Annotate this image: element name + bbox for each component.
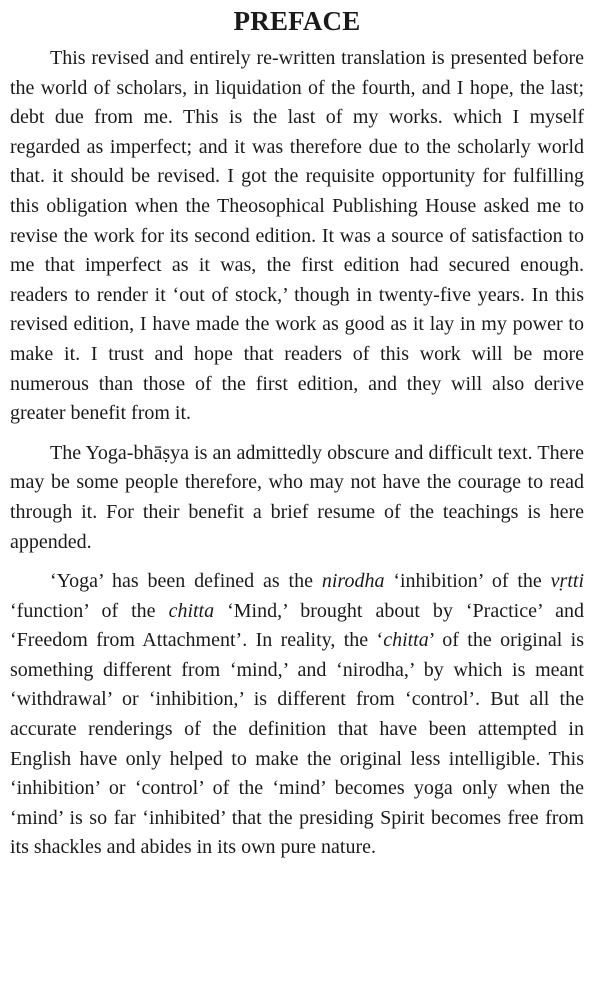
text-segment: ‘Yoga’ has been defined as the	[50, 570, 322, 593]
text-segment: ‘function’ of the	[10, 599, 169, 622]
text-segment: ‘inhibition’ of the	[384, 570, 551, 593]
paragraph-2	[10, 439, 584, 557]
italic-term-nirodha: nirodha	[321, 570, 385, 593]
paragraph-1	[10, 44, 584, 429]
paragraph-1-text: This revised and entirely re-written translation is presented before the world of scholars, in liquidation of the fourth, and I hope, the last; debt due from me. This is the last of my works. which I myself regarded as imperfect; and it was therefore due to the scholarly world that. it should be revised. I got the requisite opportunity for fulfilling this obligation when the Theosophical Publishing House asked me to revise the work for its second edition. It was a source of satisfaction to me that imperfect as it was, the first edition had secured enough. readers to render it ‘out of stock,’ though in twenty-five years. In this revised edition, I have made the work as good as it lay in my power to make it. I trust and hope that readers of this work will be more numerous than those of the first edition, and they will also derive greater benefit from it.	[10, 47, 584, 425]
paragraph-2-text: The Yoga-bhāṣya is an admittedly obscure and difficult text. There may be some people therefore, who may not have the courage to read through it. For their benefit a brief resume of the teachings is here appended.	[10, 441, 584, 553]
italic-term-vrtti: vṛtti	[550, 570, 585, 593]
italic-term-chitta: chitta	[383, 629, 429, 652]
italic-term-chitta: chitta	[168, 599, 215, 622]
text-segment: ’ of the original is something different from ‘mind,’ and ‘nirodha,’ by which is meant ‘withdrawal’ or ‘inhibition,’ is different from ‘control’. But all the accurate renderings of the definition that have been attempted in English have only helped to make the original less intelligible. This ‘inhibition’ or ‘control’ of the ‘mind’ becomes yoga only when the ‘mind’ is so far ‘inhibited’ that the presiding Spirit becomes free from its shackles and abides in its own pure nature.	[10, 629, 584, 859]
paragraph-3	[10, 567, 584, 863]
text-segment: ‘Mind,’ brought about by ‘Practice’ and ‘Freedom from Attachment’. In reality, the ‘	[10, 599, 584, 652]
page-title: PREFACE	[233, 6, 361, 36]
